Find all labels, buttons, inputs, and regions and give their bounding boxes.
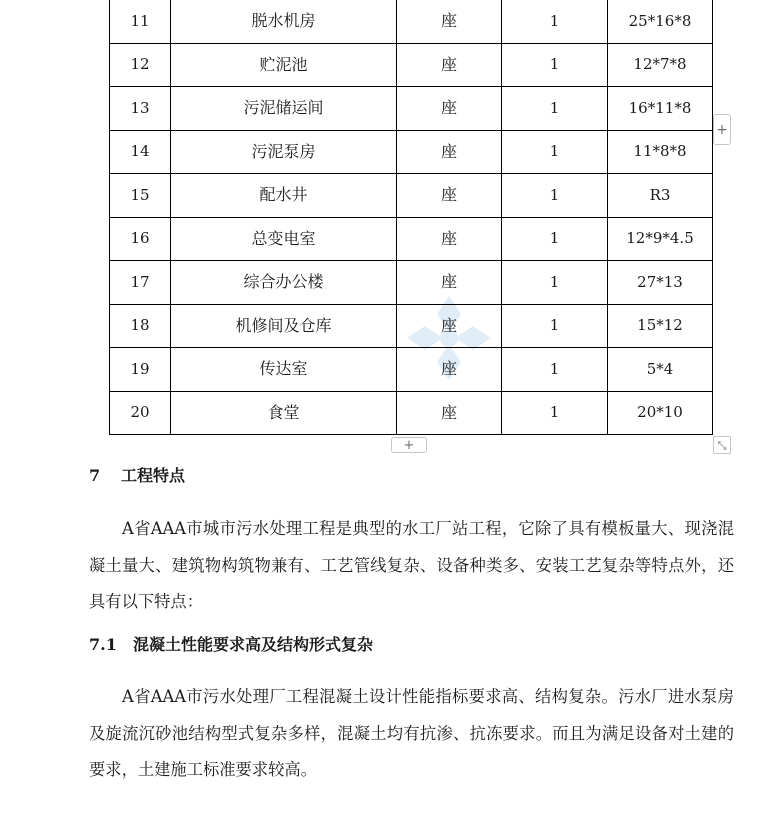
cell-no: 20 <box>110 391 171 435</box>
plus-icon: + <box>716 121 728 138</box>
cell-qty: 1 <box>502 304 608 348</box>
cell-size: R3 <box>608 174 713 218</box>
cell-size: 16*11*8 <box>608 87 713 131</box>
facility-table <box>109 0 713 435</box>
cell-size: 20*10 <box>608 391 713 435</box>
section-number: 7 <box>89 466 101 485</box>
cell-no: 16 <box>110 217 171 261</box>
table-row <box>110 43 713 87</box>
table-row <box>110 87 713 131</box>
add-row-button[interactable] <box>391 437 427 453</box>
section-heading-7-1 <box>89 637 373 653</box>
cell-unit: 座 <box>397 43 502 87</box>
cell-unit: 座 <box>397 0 502 43</box>
cell-name: 污泥储运间 <box>171 87 397 131</box>
table-row <box>110 130 713 174</box>
section-7-paragraph: A省AAA市城市污水处理工程是典型的水工厂站工程，它除了具有模板量大、现浇混凝土量大、建筑物构筑物兼有、工艺管线复杂、设备种类多、安装工艺复杂等特点外，还具有以下特点： <box>89 519 734 611</box>
cell-qty: 1 <box>502 261 608 305</box>
cell-no: 11 <box>110 0 171 43</box>
cell-no: 13 <box>110 87 171 131</box>
cell-unit: 座 <box>397 348 502 392</box>
section-heading-7 <box>89 468 185 484</box>
plus-icon: + <box>403 437 415 453</box>
cell-size: 11*8*8 <box>608 130 713 174</box>
cell-name: 配水井 <box>171 174 397 218</box>
cell-name: 贮泥池 <box>171 43 397 87</box>
cell-name: 机修间及仓库 <box>171 304 397 348</box>
cell-size: 5*4 <box>608 348 713 392</box>
cell-unit: 座 <box>397 261 502 305</box>
cell-size: 25*16*8 <box>608 0 713 43</box>
cell-qty: 1 <box>502 130 608 174</box>
table-row <box>110 304 713 348</box>
cell-unit: 座 <box>397 391 502 435</box>
table-row <box>110 217 713 261</box>
cell-qty: 1 <box>502 0 608 43</box>
cell-no: 12 <box>110 43 171 87</box>
table-row <box>110 0 713 43</box>
cell-unit: 座 <box>397 217 502 261</box>
cell-no: 19 <box>110 348 171 392</box>
add-column-button[interactable] <box>713 114 731 145</box>
cell-qty: 1 <box>502 87 608 131</box>
cell-name: 食堂 <box>171 391 397 435</box>
cell-no: 14 <box>110 130 171 174</box>
cell-unit: 座 <box>397 304 502 348</box>
cell-size: 12*9*4.5 <box>608 217 713 261</box>
cell-name: 综合办公楼 <box>171 261 397 305</box>
cell-qty: 1 <box>502 348 608 392</box>
cell-no: 15 <box>110 174 171 218</box>
table-row <box>110 348 713 392</box>
section-number: 7.1 <box>89 635 117 654</box>
cell-size: 12*7*8 <box>608 43 713 87</box>
cell-name: 传达室 <box>171 348 397 392</box>
table-resize-handle[interactable] <box>713 436 731 454</box>
cell-size: 27*13 <box>608 261 713 305</box>
table-row <box>110 261 713 305</box>
cell-qty: 1 <box>502 217 608 261</box>
table-row <box>110 174 713 218</box>
cell-name: 总变电室 <box>171 217 397 261</box>
facility-table-body <box>110 0 713 435</box>
cell-name: 污泥泵房 <box>171 130 397 174</box>
cell-name: 脱水机房 <box>171 0 397 43</box>
table-row <box>110 391 713 435</box>
cell-unit: 座 <box>397 87 502 131</box>
cell-unit: 座 <box>397 174 502 218</box>
cell-qty: 1 <box>502 391 608 435</box>
cell-no: 17 <box>110 261 171 305</box>
cell-qty: 1 <box>502 43 608 87</box>
cell-unit: 座 <box>397 130 502 174</box>
cell-size: 15*12 <box>608 304 713 348</box>
cell-qty: 1 <box>502 174 608 218</box>
cell-no: 18 <box>110 304 171 348</box>
section-title: 混凝土性能要求高及结构形式复杂 <box>133 635 374 654</box>
resize-arrows-icon: ⤡ <box>717 438 727 452</box>
section-title: 工程特点 <box>121 466 186 485</box>
section-7-1-paragraph: A省AAA市污水处理厂工程混凝土设计性能指标要求高、结构复杂。污水厂进水泵房及旋流沉砂池结构型式复杂多样，混凝土均有抗渗、抗冻要求。而且为满足设备对土建的要求，土建施工标准要求较高。 <box>89 687 734 779</box>
